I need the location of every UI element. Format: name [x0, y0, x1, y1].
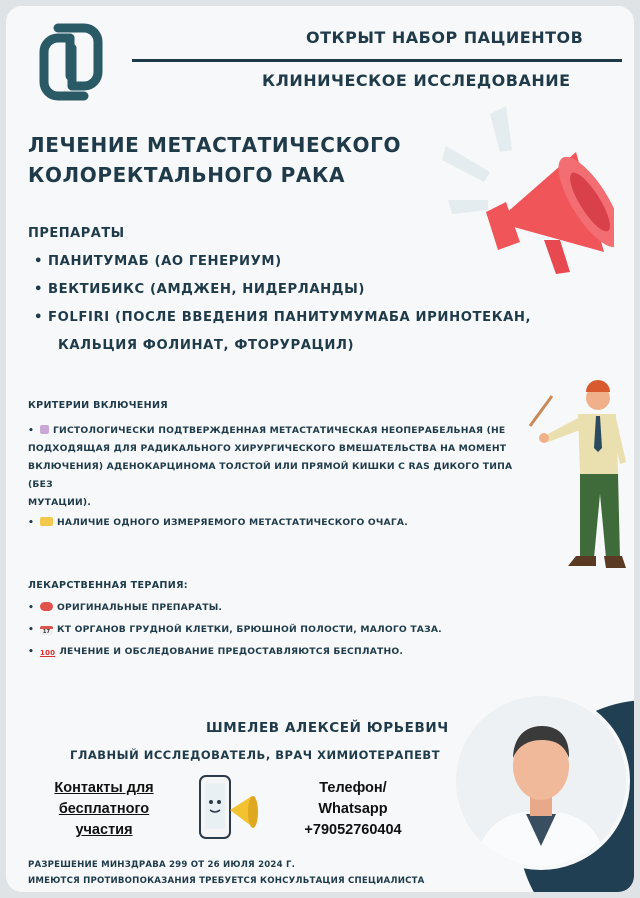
bullet: •: [34, 310, 44, 325]
phone-line: Whatsapp: [318, 801, 388, 817]
criteria-item: [28, 514, 408, 532]
drug-item: [34, 282, 365, 297]
criteria-line: ГИСТОЛОГИЧЕСКИ ПОДТВЕРЖДЕННАЯ МЕТАСТАТИЧЕСКАЯ НЕОПЕРАБЕЛЬНАЯ (НЕ: [53, 425, 506, 436]
drug-text: FOLFIRI (ПОСЛЕ ВВЕДЕНИЯ ПАНИТУМУМАБА ИРИНОТЕКАН,: [48, 310, 532, 325]
drugs-heading: ПРЕПАРАТЫ: [28, 226, 125, 241]
contacts-line: Контакты для: [54, 780, 154, 796]
drug-text: ПАНИТУМАБ (АО ГЕНЕРИУМ): [48, 254, 282, 269]
drug-item-continuation: КАЛЬЦИЯ ФОЛИНАТ, ФТОРУРАЦИЛ): [58, 338, 355, 353]
header-divider: [132, 59, 622, 62]
header-clinical-study: КЛИНИЧЕСКОЕ ИССЛЕДОВАНИЕ: [262, 71, 571, 90]
contacts-line: участия: [75, 822, 133, 838]
criteria-line: МУТАЦИИ).: [28, 497, 91, 508]
bullet: •: [28, 425, 35, 436]
phone-megaphone-icon: [194, 772, 264, 844]
bullet: •: [34, 282, 44, 297]
hundred-points-icon: 100: [40, 649, 56, 657]
therapy-text: ЛЕЧЕНИЕ И ОБСЛЕДОВАНИЕ ПРЕДОСТАВЛЯЮТСЯ БЕСПЛАТНО.: [59, 646, 404, 657]
presenter-illustration-icon: [522, 378, 632, 588]
poster: [6, 6, 634, 892]
drug-item: [34, 254, 282, 269]
bullet: •: [28, 646, 35, 657]
doctor-role: ГЛАВНЫЙ ИССЛЕДОВАТЕЛЬ, ВРАЧ ХИМИОТЕРАПЕВТ: [70, 748, 441, 762]
therapy-text: КТ ОРГАНОВ ГРУДНОЙ КЛЕТКИ, БРЮШНОЙ ПОЛОСТИ, МАЛОГО ТАЗА.: [57, 624, 442, 635]
therapy-item: [28, 602, 222, 613]
therapy-item: [28, 624, 442, 635]
therapy-text: ОРИГИНАЛЬНЫЕ ПРЕПАРАТЫ.: [57, 602, 223, 613]
therapy-item: [28, 646, 403, 657]
title-line-1: ЛЕЧЕНИЕ МЕТАСТАТИЧЕСКОГО: [28, 133, 402, 157]
bullet: •: [28, 517, 35, 528]
contacts-link[interactable]: [30, 778, 178, 841]
criteria-text: НАЛИЧИЕ ОДНОГО ИЗМЕРЯЕМОГО МЕТАСТАТИЧЕСКОГО ОЧАГА.: [57, 517, 408, 528]
ruler-icon: [40, 517, 53, 526]
contacts-line: бесплатного: [58, 801, 150, 817]
criteria-heading: КРИТЕРИИ ВКЛЮЧЕНИЯ: [28, 400, 168, 411]
clinic-logo-icon: [24, 16, 118, 108]
header-recruitment-open: ОТКРЫТ НАБОР ПАЦИЕНТОВ: [306, 28, 584, 47]
phone-number[interactable]: +79052760404: [304, 822, 402, 838]
criteria-line: ПОДХОДЯЩАЯ ДЛЯ РАДИКАЛЬНОГО ХИРУРГИЧЕСКОГО ВМЕШАТЕЛЬСТВА НА МОМЕНТ: [28, 443, 507, 454]
doctor-name: ШМЕЛЕВ АЛЕКСЕЙ ЮРЬЕВИЧ: [206, 720, 449, 736]
bullet: •: [34, 254, 44, 269]
phone-line: Телефон/: [319, 780, 387, 796]
title-line-2: КОЛОРЕКТАЛЬНОГО РАКА: [28, 163, 346, 187]
calendar-icon: 17: [40, 626, 53, 635]
criteria-line: ВКЛЮЧЕНИЯ) АДЕНОКАРЦИНОМА ТОЛСТОЙ ИЛИ ПРЯМОЙ КИШКИ С RAS ДИКОГО ТИПА (БЕЗ: [28, 461, 513, 490]
drug-item: [34, 310, 531, 325]
bullet: •: [28, 624, 35, 635]
footer-disclaimer: ИМЕЮТСЯ ПРОТИВОПОКАЗАНИЯ ТРЕБУЕТСЯ КОНСУЛЬТАЦИЯ СПЕЦИАЛИСТА: [28, 876, 425, 886]
criteria-item: [28, 422, 538, 512]
phone-contact: [288, 778, 418, 841]
megaphone-icon: [434, 102, 614, 282]
footer-permit: РАЗРЕШЕНИЕ МИНЗДРАВА 299 ОТ 26 ИЮЛЯ 2024 Г.: [28, 860, 296, 870]
therapy-heading: ЛЕКАРСТВЕННАЯ ТЕРАПИЯ:: [28, 580, 188, 591]
syringe-icon: [40, 425, 49, 434]
doctor-photo: [452, 692, 630, 870]
bullet: •: [28, 602, 35, 613]
pill-icon: [40, 602, 53, 611]
page-title: [28, 130, 428, 190]
drug-text: ВЕКТИБИКС (АМДЖЕН, НИДЕРЛАНДЫ): [48, 282, 366, 297]
doctor-portrait-icon: [456, 696, 626, 866]
